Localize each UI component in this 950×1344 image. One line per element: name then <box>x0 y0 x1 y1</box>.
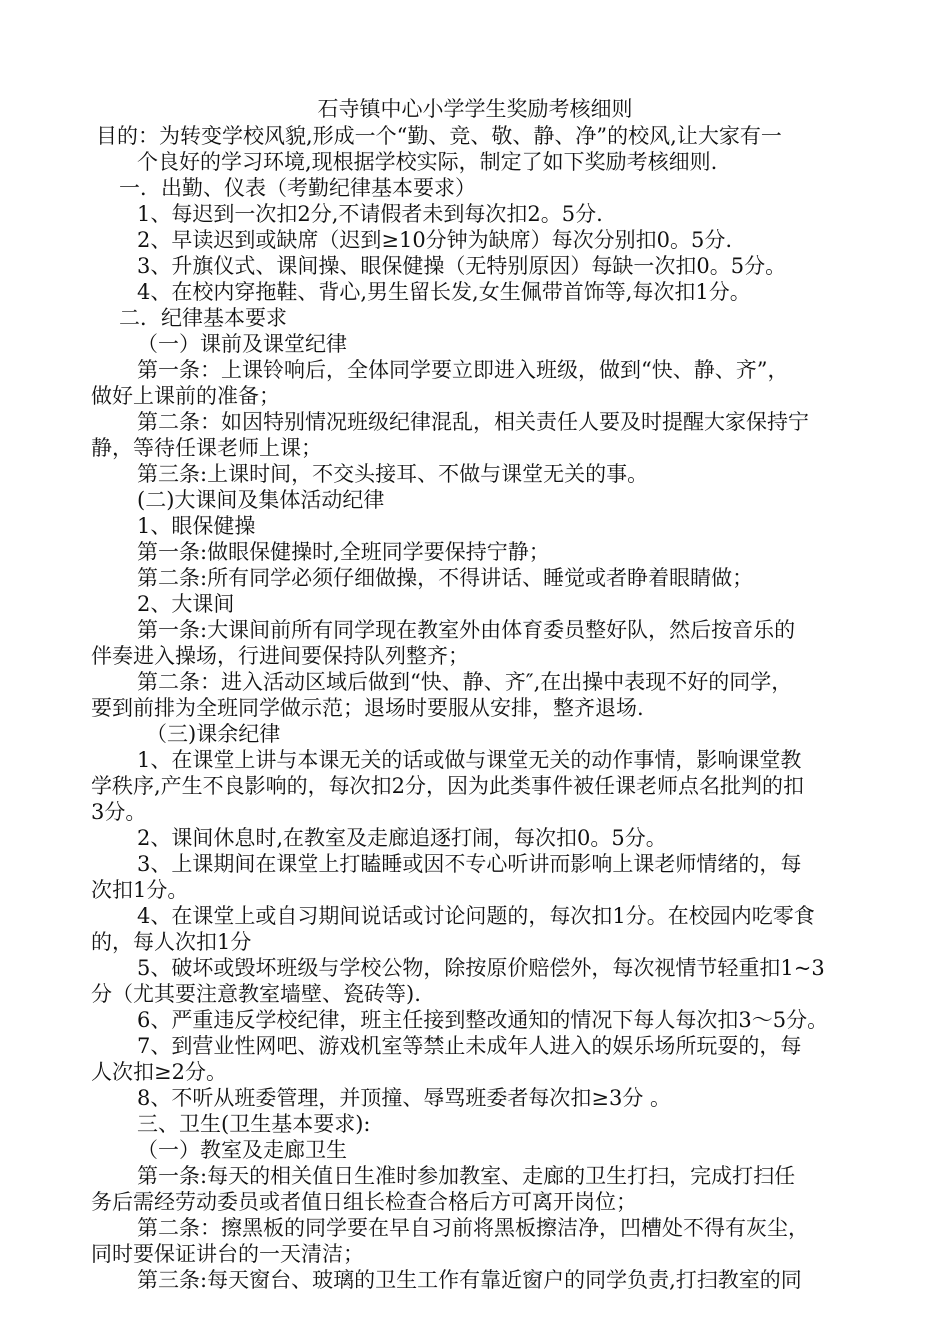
text-line: 3分。 <box>91 800 147 824</box>
text-line: 3、升旗仪式、课间操、眼保健操（无特别原因）每缺一次扣0。5分。 <box>137 254 787 278</box>
text-line: 次扣1分。 <box>91 878 189 902</box>
text-line: 4、在课堂上或自习期间说话或讨论问题的，每次扣1分。在校园内吃零食 <box>137 904 815 928</box>
text-line: 6、严重违反学校纪律，班主任接到整改通知的情况下每人每次扣3～5分。 <box>137 1008 829 1032</box>
text-line: 7、到营业性网吧、游戏机室等禁止未成年人进入的娱乐场所玩耍的，每 <box>137 1034 802 1058</box>
text-line: 目的：为转变学校风貌,形成一个“勤、竞、敬、静、净”的校风,让大家有一 <box>96 124 782 148</box>
text-line: 3、上课期间在课堂上打瞌睡或因不专心听讲而影响上课老师情绪的，每 <box>137 852 802 876</box>
text-line: 做好上课前的准备； <box>91 384 280 408</box>
text-line: 第三条:上课时间，不交头接耳、不做与课堂无关的事。 <box>137 462 649 486</box>
text-line: 一．出勤、仪表（考勤纪律基本要求） <box>119 176 476 200</box>
text-line: 第一条:做眼保健操时,全班同学要保持宁静； <box>137 540 550 564</box>
text-line: 第三条:每天窗台、玻璃的卫生工作有靠近窗户的同学负责,打扫教室的同 <box>137 1268 802 1292</box>
text-line: 1、每迟到一次扣2分,不请假者未到每次扣2。5分. <box>137 202 603 226</box>
text-line: 二．纪律基本要求 <box>119 306 287 330</box>
text-line: （三)课余纪律 <box>146 722 281 746</box>
text-line: 5、破坏或毁坏班级与学校公物，除按原价赔偿外，每次视情节轻重扣1~3 <box>137 956 825 980</box>
text-line: 务后需经劳动委员或者值日组长检查合格后方可离开岗位； <box>91 1190 637 1214</box>
text-line: (二)大课间及集体活动纪律 <box>137 488 385 512</box>
text-line: 同时要保证讲台的一天清洁； <box>91 1242 364 1266</box>
text-line: 第二条：进入活动区域后做到“快、静、齐″,在出操中表现不好的同学， <box>137 670 793 694</box>
text-line: 1、在课堂上讲与本课无关的话或做与课堂无关的动作事情，影响课堂教 <box>137 748 802 772</box>
text-line: 4、在校内穿拖鞋、背心,男生留长发,女生佩带首饰等,每次扣1分。 <box>137 280 751 304</box>
text-line: 伴奏进入操场，行进间要保持队列整齐； <box>91 644 469 668</box>
document-title: 石寺镇中心小学学生奖励考核细则 <box>317 97 633 121</box>
text-line: 2、课间休息时,在教室及走廊追逐打闹，每次扣0。5分。 <box>137 826 667 850</box>
text-line: （一）教室及走廊卫生 <box>137 1138 347 1162</box>
text-line: 静，等待任课老师上课； <box>91 436 322 460</box>
text-line: 学秩序,产生不良影响的，每次扣2分，因为此类事件被任课老师点名批判的扣 <box>91 774 805 798</box>
text-line: 8、不听从班委管理，并顶撞、辱骂班委者每次扣≥3分 。 <box>137 1086 671 1110</box>
text-line: 第二条:所有同学必须仔细做操，不得讲话、睡觉或者睁着眼睛做； <box>137 566 754 590</box>
text-line: 分（尤其要注意教室墙壁、瓷砖等). <box>91 982 421 1006</box>
text-line: 2、大课间 <box>137 592 235 616</box>
text-line: （一）课前及课堂纪律 <box>137 332 347 356</box>
text-line: 第一条:大课间前所有同学现在教室外由体育委员整好队，然后按音乐的 <box>137 618 796 642</box>
text-line: 第二条：擦黑板的同学要在早自习前将黑板擦洁净，凹槽处不得有灰尘， <box>137 1216 809 1240</box>
text-line: 第一条:每天的相关值日生准时参加教室、走廊的卫生打扫，完成打扫任 <box>137 1164 796 1188</box>
text-line: 1、眼保健操 <box>137 514 256 538</box>
text-line: 要到前排为全班同学做示范；退场时要服从安排，整齐退场. <box>91 696 644 720</box>
text-line: 2、早读迟到或缺席（迟到≥10分钟为缺席）每次分别扣0。5分. <box>137 228 733 252</box>
text-line: 第二条：如因特别情况班级纪律混乱，相关责任人要及时提醒大家保持宁 <box>137 410 809 434</box>
text-line: 三、卫生(卫生基本要求): <box>137 1112 371 1136</box>
text-line: 的，每人次扣1分 <box>91 930 252 954</box>
text-line: 第一条：上课铃响后，全体同学要立即进入班级，做到“快、静、齐”， <box>137 358 789 382</box>
text-line: 个良好的学习环境,现根据学校实际，制定了如下奖励考核细则. <box>137 150 718 174</box>
text-line: 人次扣≥2分。 <box>91 1060 227 1084</box>
